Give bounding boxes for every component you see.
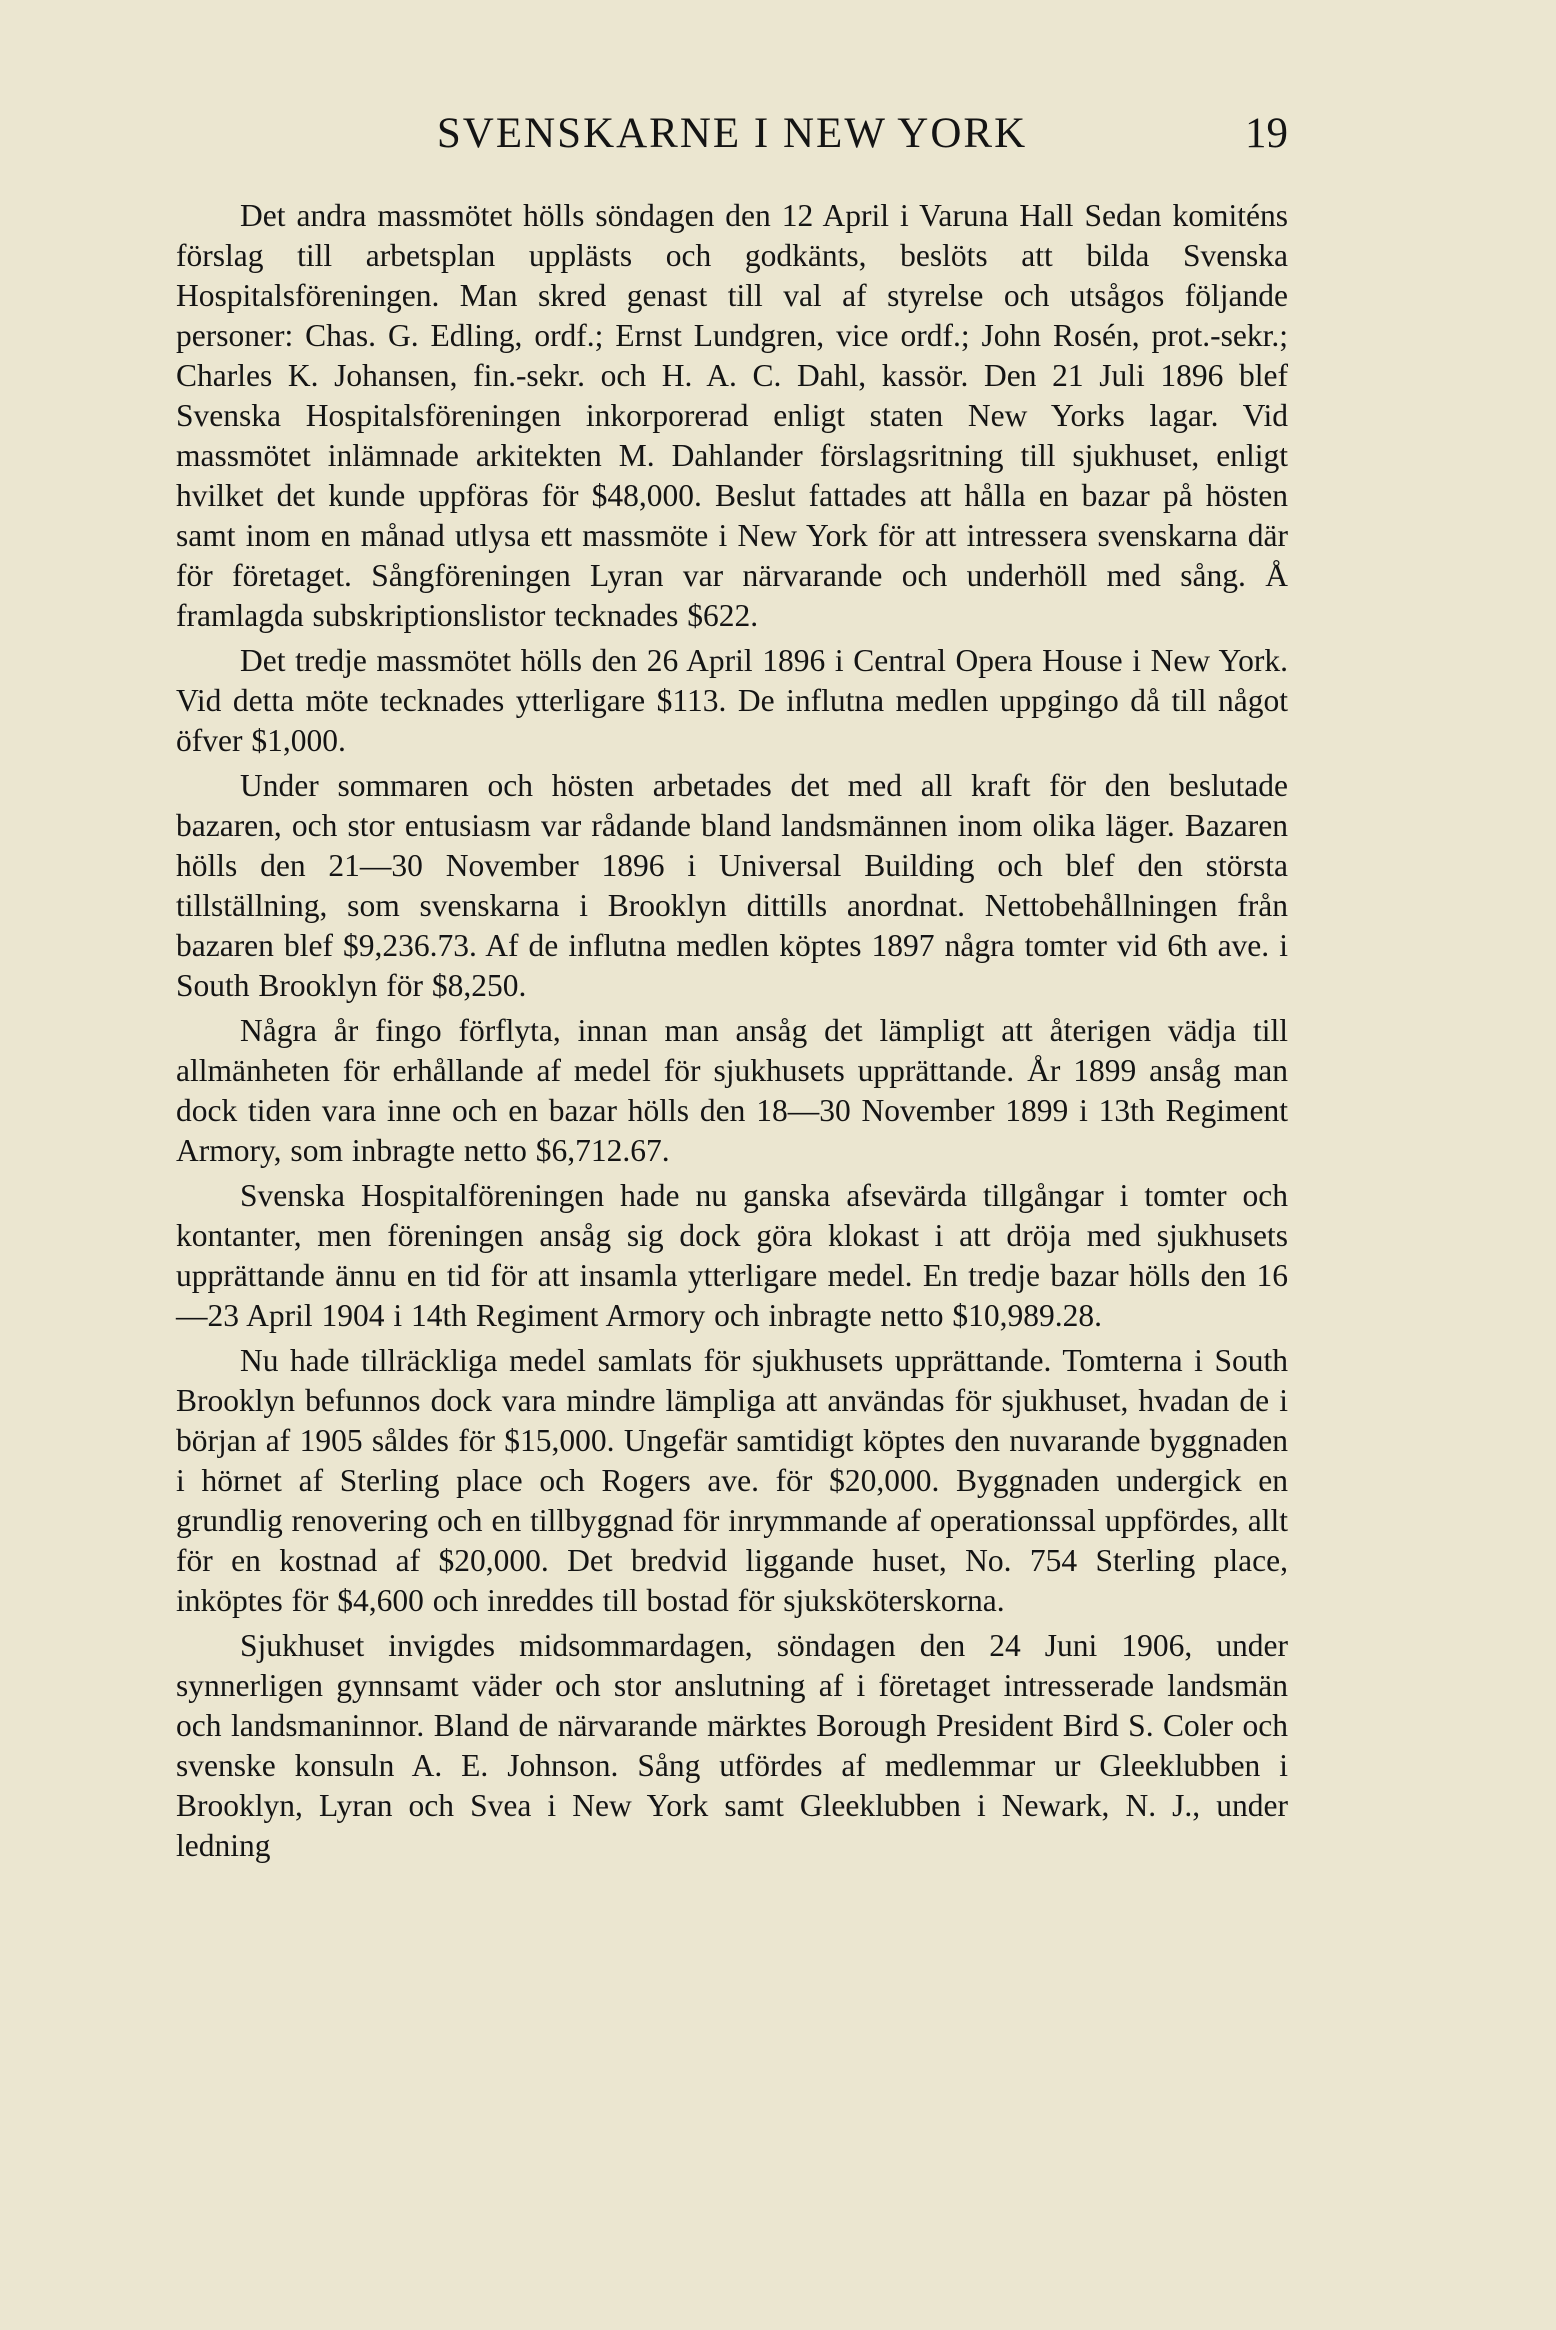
paragraph: Det tredje massmötet hölls den 26 April 1896 i Central Opera House i New York. Vid detta möte tecknades ytterligare $113. De influtna medlen uppgingo då till något öfver $1,000.	[176, 643, 1288, 758]
paragraph: Det andra massmötet hölls söndagen den 12 April i Varuna Hall Sedan komiténs förslag till arbetsplan upplästs och godkänts, beslöts att bilda Svenska Hospitalsföreningen. Man skred genast till val af styrelse och utsågos följande personer: Chas. G. Edling, ordf.; Ernst Lundgren, vice ordf.; John Rosén, prot.-sekr.; Charles K. Johansen, fin.-sekr. och H. A. C. Dahl, kassör. Den 21 Juli 1896 blef Svenska Hospitalsföreningen inkorporerad enligt staten New Yorks lagar. Vid massmötet inlämnade arkitekten M. Dahlander förslagsritning till sjukhuset, enligt hvilket det kunde uppföras för $48,000. Beslut fattades att hålla en bazar på hösten samt inom en månad utlysa ett massmöte i New York för att intressera svenskarna där för företaget. Sångföreningen Lyran var närvarande och underhöll med sång. Å framlagda subskriptionslistor tecknades $622.	[176, 198, 1288, 633]
page-number: 19	[1245, 110, 1288, 157]
paragraph: Några år fingo förflyta, innan man ansåg det lämpligt att återigen vädja till allmänheten för erhållande af medel för sjukhusets upprättande. År 1899 ansåg man dock tiden vara inne och en bazar hölls den 18—30 November 1899 i 13th Regiment Armory, som inbragte netto $6,712.67.	[176, 1013, 1288, 1168]
paragraph: Svenska Hospitalföreningen hade nu ganska afsevärda tillgångar i tomter och kontanter, men föreningen ansåg sig dock göra klokast i att dröja med sjukhusets upprättande ännu en tid för att insamla ytterligare medel. En tredje bazar hölls den 16—23 April 1904 i 14th Regiment Armory och inbragte netto $10,989.28.	[176, 1178, 1288, 1333]
body-text	[176, 196, 1288, 1871]
paragraph: Under sommaren och hösten arbetades det med all kraft för den beslutade bazaren, och stor entusiasm var rådande bland landsmännen inom olika läger. Bazaren hölls den 21—30 November 1896 i Universal Building och blef den största tillställning, som svenskarna i Brooklyn dittills anordnat. Nettobehållningen från bazaren blef $9,236.73. Af de influtna medlen köptes 1897 några tomter vid 6th ave. i South Brooklyn för $8,250.	[176, 768, 1288, 1003]
paragraph: Nu hade tillräckliga medel samlats för sjukhusets upprättande. Tomterna i South Brooklyn befunnos dock vara mindre lämpliga att användas för sjukhuset, hvadan de i början af 1905 såldes för $15,000. Ungefär samtidigt köptes den nuvarande byggnaden i hörnet af Sterling place och Rogers ave. för $20,000. Byggnaden undergick en grundlig renovering och en tillbyggnad för inrymmande af operationssal uppfördes, allt för en kostnad af $20,000. Det bredvid liggande huset, No. 754 Sterling place, inköptes för $4,600 och inreddes till bostad för sjuksköterskorna.	[176, 1343, 1288, 1618]
page-header	[176, 104, 1288, 164]
running-title: SVENSKARNE I NEW YORK	[436, 110, 1028, 157]
paragraph: Sjukhuset invigdes midsommardagen, söndagen den 24 Juni 1906, under synnerligen gynnsamt väder och stor anslutning af i företaget intresserade landsmän och landsmaninnor. Bland de närvarande märktes Borough President Bird S. Coler och svenske konsuln A. E. Johnson. Sång utfördes af medlemmar ur Gleeklubben i Brooklyn, Lyran och Svea i New York samt Gleeklubben i Newark, N. J., under ledning	[176, 1628, 1288, 1863]
